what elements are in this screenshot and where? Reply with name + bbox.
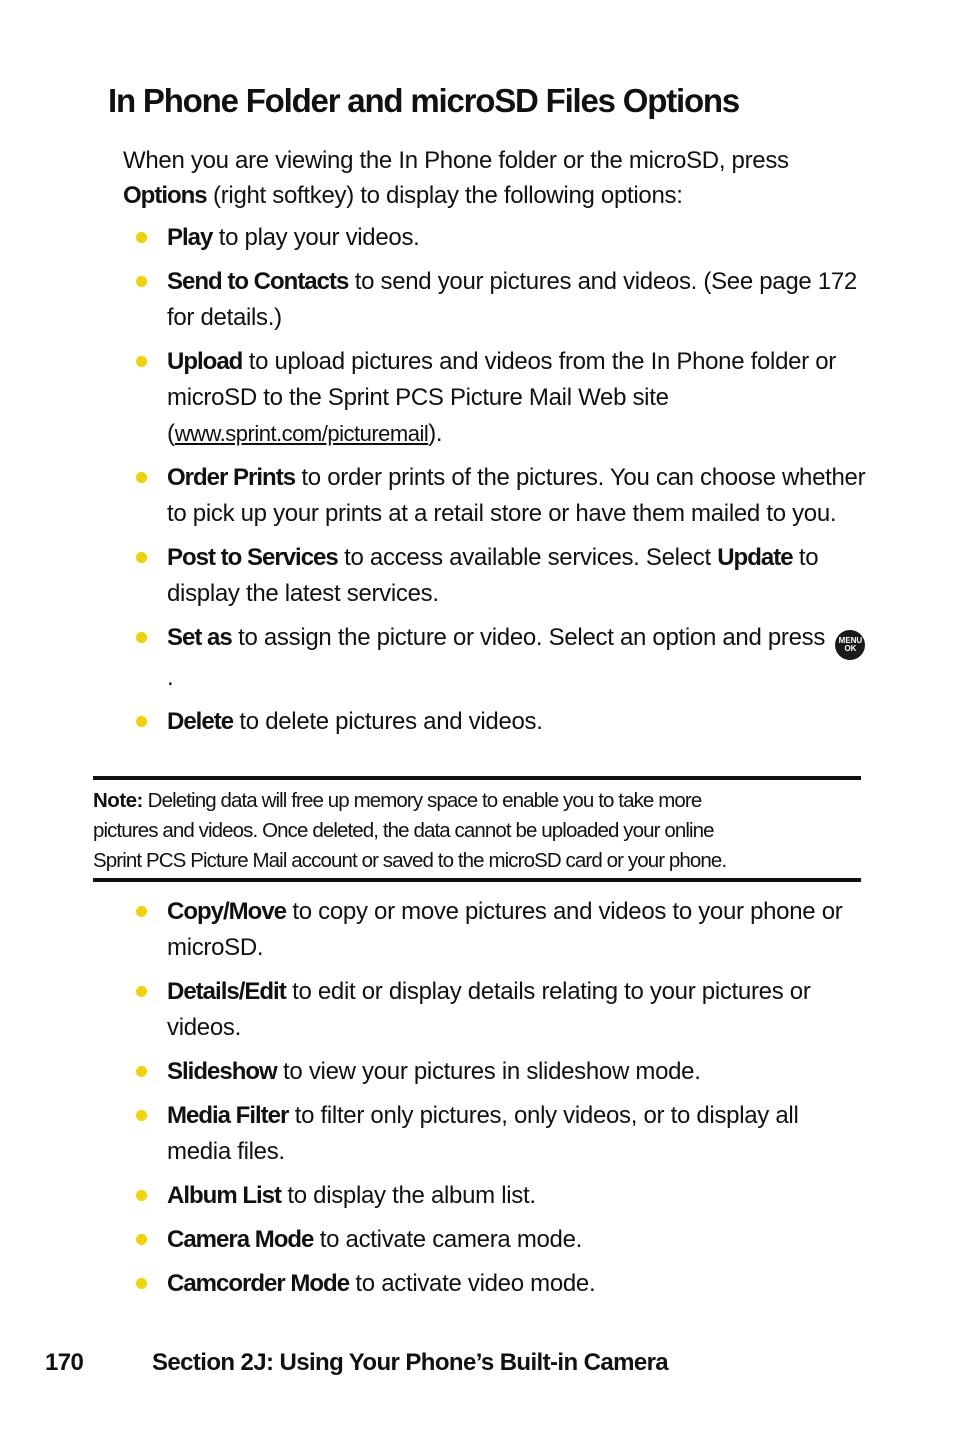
list-item-order-prints [0,460,954,532]
option-term: Camera Mode [167,1226,314,1253]
bullet-icon [136,552,147,563]
note-label: Note: [93,789,143,812]
option-term: Copy/Move [167,898,287,925]
bullet-icon [136,276,147,287]
bullet-icon [136,1278,147,1289]
list-item-upload [0,344,954,452]
option-term: Media Filter [167,1102,289,1129]
option-desc: to access available services. Select [337,544,718,571]
bullet-icon [136,232,147,243]
option-term: Details/Edit [167,978,286,1005]
bullet-icon [136,986,147,997]
menu-ok-icon-line1: MENU [838,636,863,645]
bullet-icon [136,906,147,917]
option-desc: to order prints of the pictures. You can choose whether to pick up your prints at a retail store or have them mailed to you. [167,464,866,527]
intro-text-1: When you are viewing the In Phone folder or the microSD, press [123,147,789,174]
note-box [93,776,861,882]
list-item-set-as [0,620,954,696]
intro-paragraph [123,143,863,213]
option-desc: to assign the picture or video. Select an option and press [231,624,832,651]
option-term: Order Prints [167,464,296,491]
option-desc-after: ). [428,420,443,447]
list-item-camera-mode [0,1222,954,1258]
note-text-1: Deleting data will free up memory space to enable you to take more [142,789,702,812]
intro-text-2: (right softkey) to display the following options: [206,182,683,209]
option-desc-2: to display the latest services. [167,544,819,607]
option-term: Album List [167,1182,281,1209]
bullet-icon [136,1234,147,1245]
options-list-top [0,220,954,748]
footer-section-title: Section 2J: Using Your Phone’s Built-in Camera [152,1349,669,1376]
picturemail-link[interactable]: www.sprint.com/picturemail [174,421,429,446]
bullet-icon [136,356,147,367]
list-item-delete [0,704,954,740]
option-desc: to edit or display details relating to your pictures or videos. [167,978,811,1041]
page-title: In Phone Folder and microSD Files Options [108,82,740,119]
option-term-update: Update [717,544,793,571]
menu-ok-icon-line2: OK [844,644,857,653]
bullet-icon [136,716,147,727]
list-item-media-filter [0,1098,954,1170]
options-softkey-label: Options [123,182,207,209]
option-term: Post to Services [167,544,338,571]
option-term: Slideshow [167,1058,277,1085]
footer-page-number: 170 [45,1349,84,1376]
option-desc: to copy or move pictures and videos to your phone or microSD. [167,898,843,961]
list-item-camcorder-mode [0,1266,954,1302]
option-desc-after: . [167,664,174,691]
option-desc: to send your pictures and videos. (See page 172 for details.) [167,268,857,331]
note-line-2: pictures and videos. Once deleted, the data cannot be uploaded your online [93,819,714,842]
option-desc: to upload pictures and videos from the In Phone folder or microSD to the Sprint PCS Picture Mail Web site ( [167,348,836,447]
option-term: Delete [167,708,234,735]
list-item-album-list [0,1178,954,1214]
list-item-send-to-contacts [0,264,954,336]
options-list-bottom [0,894,954,1310]
menu-ok-key-icon [835,630,865,660]
option-desc: to activate video mode. [349,1270,596,1297]
option-desc: to delete pictures and videos. [233,708,543,735]
bullet-icon [136,632,147,643]
list-item-play [0,220,954,256]
option-desc: to view your pictures in slideshow mode. [276,1058,701,1085]
option-term: Camcorder Mode [167,1270,350,1297]
list-item-details-edit [0,974,954,1046]
note-line-1 [93,786,861,816]
option-term: Set as [167,624,232,651]
list-item-slideshow [0,1054,954,1090]
note-line-3: Sprint PCS Picture Mail account or saved to the microSD card or your phone. [93,849,727,872]
bullet-icon [136,1066,147,1077]
option-desc: to display the album list. [281,1182,536,1209]
bullet-icon [136,1110,147,1121]
option-term: Play [167,224,213,251]
bullet-icon [136,472,147,483]
option-term: Send to Contacts [167,268,349,295]
list-item-post-to-services [0,540,954,612]
option-desc: to play your videos. [212,224,420,251]
option-term: Upload [167,348,243,375]
option-desc: to activate camera mode. [313,1226,583,1253]
bullet-icon [136,1190,147,1201]
option-desc: to filter only pictures, only videos, or to display all media files. [167,1102,799,1165]
list-item-copy-move [0,894,954,966]
